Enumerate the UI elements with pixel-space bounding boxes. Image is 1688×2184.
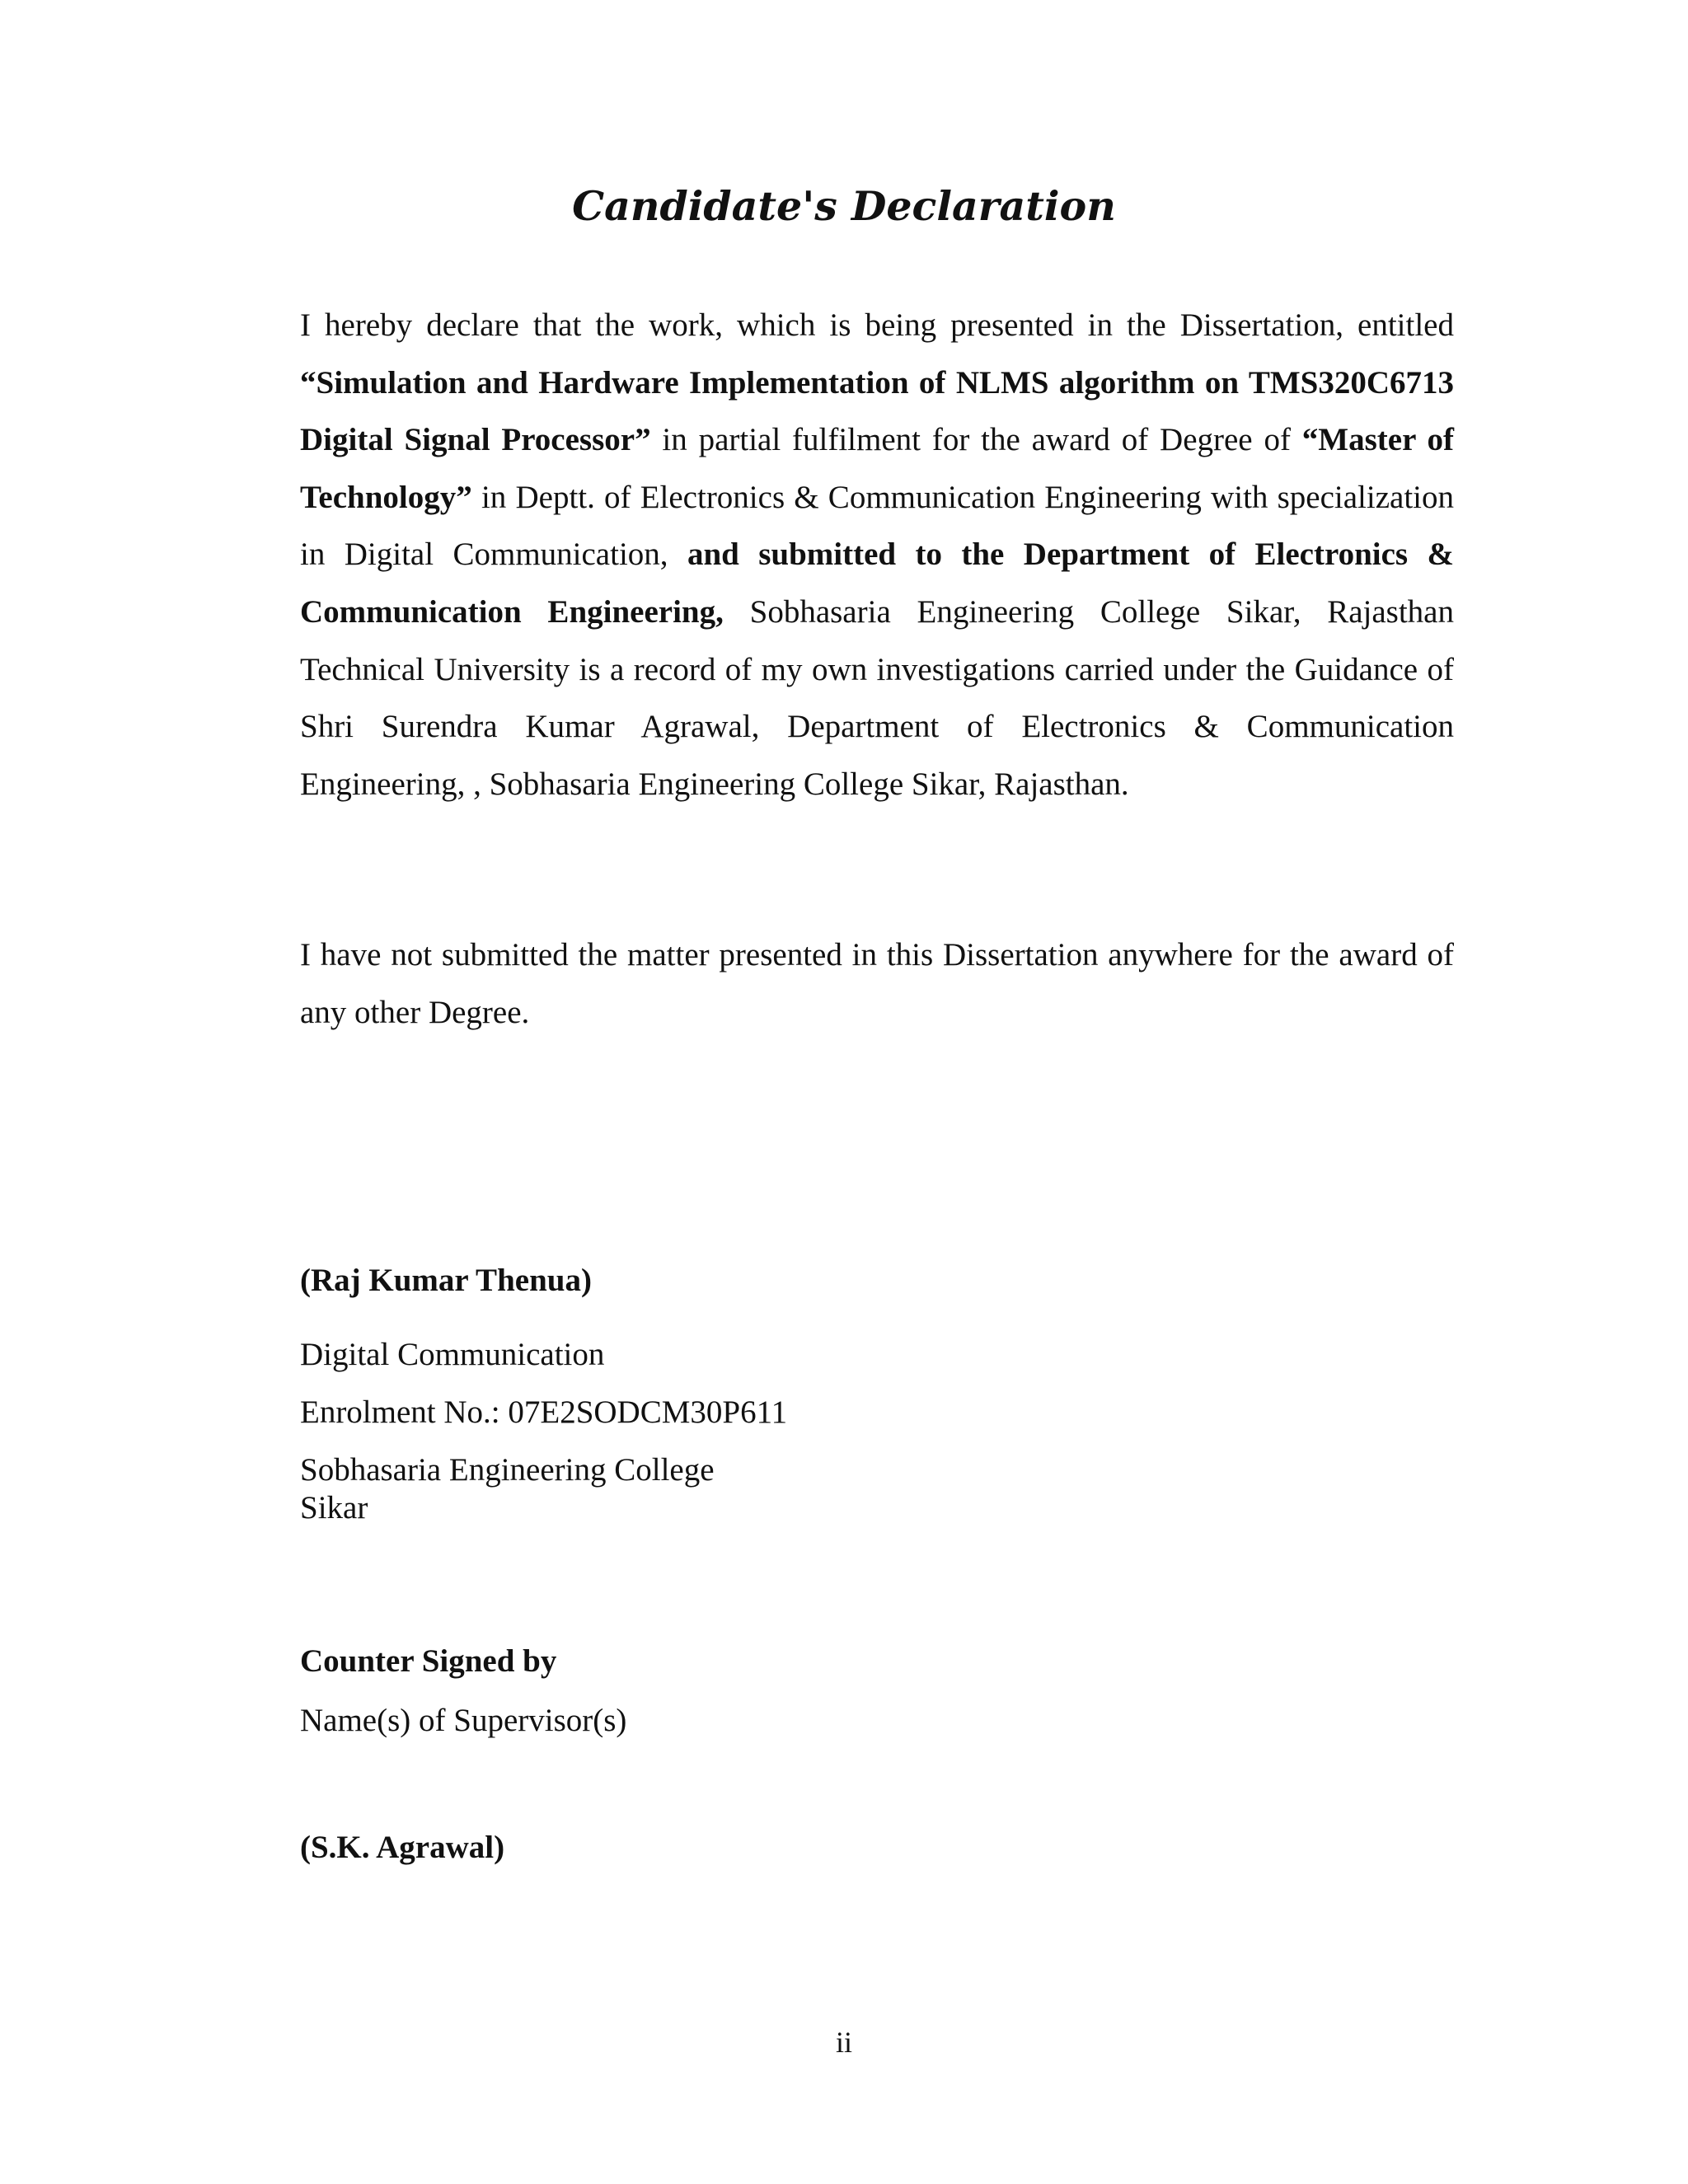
page-number: ii (835, 2026, 852, 2059)
supervisor-label: Name(s) of Supervisor(s) (300, 1703, 627, 1738)
enrolment-number: Enrolment No.: 07E2SODCM30P611 (300, 1394, 788, 1430)
college-city: Sikar (300, 1490, 368, 1526)
submitted-to-department: and submitted to the Department of Electronics & Communication Engineering, (300, 537, 1454, 630)
counter-signed-heading: Counter Signed by (300, 1643, 557, 1679)
candidate-name: (Raj Kumar Thenua) (300, 1263, 592, 1298)
degree-name: “Master of Technology” (300, 422, 1454, 515)
declaration-rest-text: Sobhasaria Engineering College Sikar, Rajasthan Technical University is a record of my own investigations carried under the Guidance of Shri Surendra Kumar Agrawal, Department of Electronics & Communication Engineering, , Sobhasaria Engineering College Sikar, Rajasthan. (300, 593, 1454, 802)
non-submission-text: I have not submitted the matter presented in this Dissertation anywhere for the award of any other Degree. (300, 937, 1454, 1030)
page-title: Candidate's Declaration (572, 182, 1116, 230)
declaration-intro: I hereby declare that the work, which is being presented in the Dissertation, entitled (300, 307, 1454, 343)
non-submission-paragraph (300, 926, 1454, 1041)
declaration-award-text: in partial fulfilment for the award of Degree of (650, 422, 1302, 458)
dissertation-title: “Simulation and Hardware Implementation of NLMS algorithm on TMS320C6713 Digital Signal Processor” (300, 364, 1454, 458)
declaration-dept-text: in Deptt. of Electronics & Communication Engineering with specialization in Digital Communication, (300, 479, 1454, 573)
declaration-paragraph (300, 297, 1454, 813)
college-name: Sobhasaria Engineering College (300, 1452, 715, 1488)
supervisor-name: (S.K. Agrawal) (300, 1830, 505, 1865)
candidate-specialization: Digital Communication (300, 1337, 605, 1372)
